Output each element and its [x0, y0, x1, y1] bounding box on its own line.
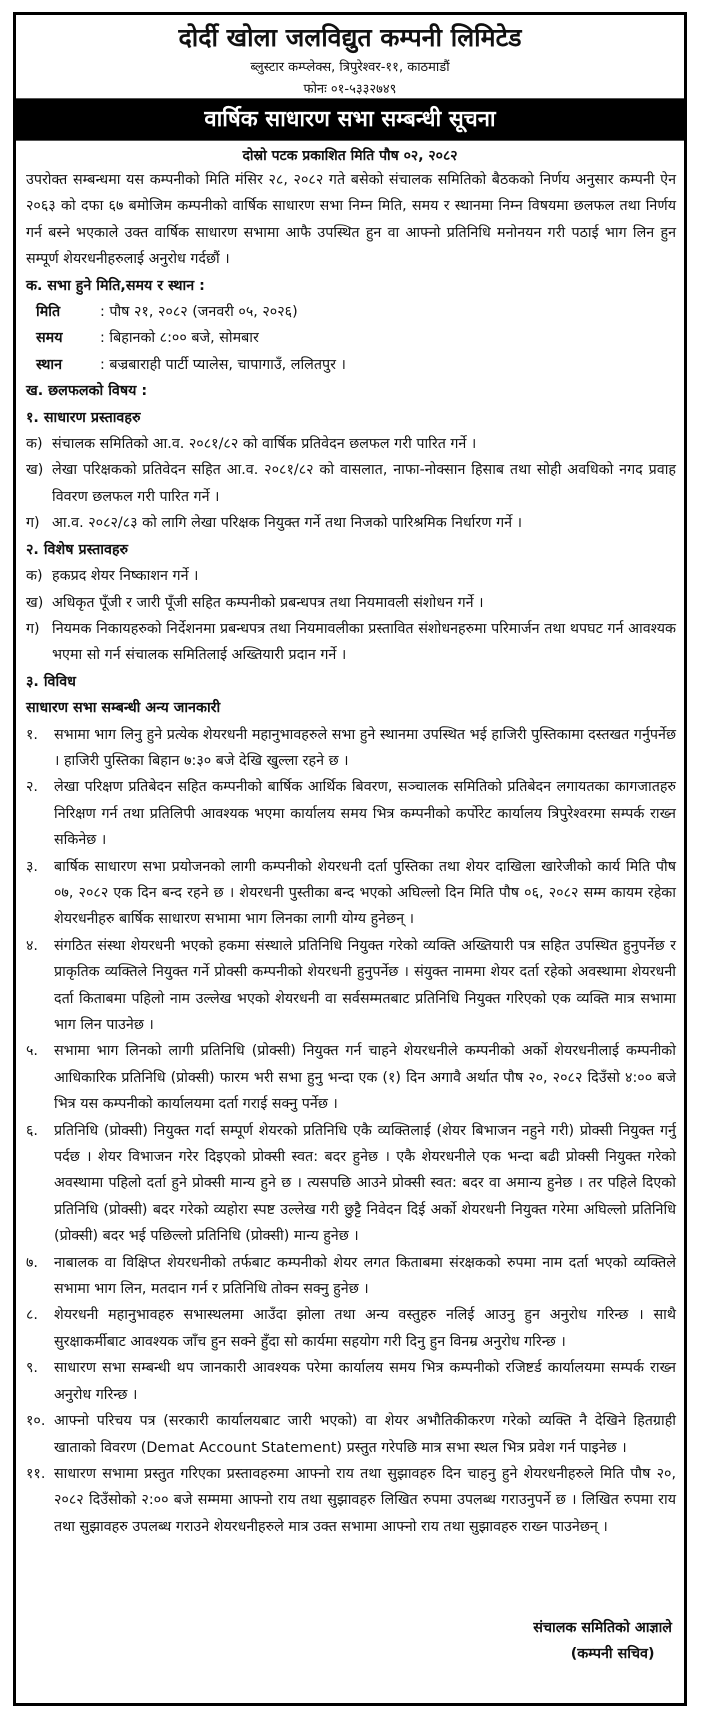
meeting-time-row	[26, 325, 676, 351]
info-list-item	[26, 1461, 676, 1540]
info-list-item	[26, 854, 676, 933]
general-proposals-heading: १. साधारण प्रस्तावहरु	[26, 409, 141, 426]
info-list-item	[26, 933, 676, 1039]
meeting-time-value: : बिहानको ८:०० बजे, सोमबार	[100, 330, 259, 347]
company-address: ब्लुस्टार कम्प्लेक्स, त्रिपुरेश्वर-११, काठमाडौं	[250, 60, 450, 75]
item-text: साधारण सभा सम्बन्धी थप जानकारी आवश्यक परेमा कार्यालय समय भित्र कम्पनीको रजिष्टर्ड कार्यालयमा सम्पर्क राख्न अनुरोध गरिन्छ ।	[54, 1360, 676, 1403]
other-info-heading: साधारण सभा सम्बन्धी अन्य जानकारी	[26, 700, 221, 717]
item-number: ४.	[26, 937, 38, 954]
meeting-venue-value: : बज्रबाराही पार्टी प्यालेस, चापागाउँ, ललितपुर ।	[100, 356, 346, 373]
meeting-date-label: मिति	[36, 304, 61, 321]
item-text: नाबालक वा विक्षिप्त शेयरधनीको तर्फबाट कम्पनीको शेयर लगत किताबमा संरक्षकको रुपमा नाम दर्ता भएको व्यक्तिले सभामा भाग लिन, मतदान गर्न र प्रतिनिधि तोक्न सक्नु हुनेछ ।	[54, 1254, 676, 1298]
item-number: ८.	[26, 1307, 38, 1324]
published-date-line: दोस्रो पटक प्रकाशित मिति पौष ०२, २०८२	[242, 148, 458, 164]
info-list-item	[26, 1250, 676, 1303]
meeting-date-value: : पौष २१, २०८२ (जनवरी ०५, २०२६)	[100, 304, 298, 321]
intro-paragraph: उपरोक्त सम्बन्धमा यस कम्पनीको मिति मंसिर २८, २०८२ गते बसेको संचालक समितिको बैठकको निर्णय अनुसार कम्पनी ऐन २०६३ को दफा ६७ बमोजिम कम्पनीको वार्षिक साधारण सभा निम्न मिति, समय र स्थानमा निम्न विषयमा छलफल तथा निर्णय गर्न बस्ने भएकाले उक्त वार्षिक साधारण सभामा आफै उपस्थित हुन वा आफ्नो प्रतिनिधि मनोनयन गरी पठाई भाग लिन हुन सम्पूर्ण शेयरधनीहरुलाई अनुरोध गर्दछौं ।	[26, 172, 676, 268]
item-text: सभामा भाग लिनको लागी प्रतिनिधि (प्रोक्सी) नियुक्त गर्न चाहने शेयरधनीले कम्पनीको अर्को शेयरधनीलाई कम्पनीको आधिकारिक प्रतिनिधि (प्रोक्सी) फारम भरी सभा हुनु भन्दा एक (१) दिन अगावै अर्थात पौष २०, २०८२ दिउँसो ४:०० बजे भित्र यस कम्पनीको कार्यालयमा दर्ता गराई सक्नु पर्नेछ ।	[54, 1043, 676, 1113]
item-text: साधारण सभामा प्रस्तुत गरिएका प्रस्तावहरुमा आफ्नो राय तथा सुझावहरु दिन चाहनु हुने शेयरधनीहरुले मिति पौष २०, २०८२ दिउँसोको २:०० बजे सम्ममा आफ्नो राय तथा सुझावहरु लिखित रुपमा उपलब्ध गराउनुपर्ने छ । लिखित रुपमा राय तथा सुझावहरु उपलब्ध गराउने शेयरधनीहरुले मात्र उक्त सभामा आफ्नो राय तथा सुझावहरु राख्न पाउनेछन् ।	[54, 1465, 676, 1535]
item-number: ५.	[26, 1043, 38, 1060]
info-list-item	[26, 722, 676, 775]
signature-title: (कम्पनी सचिव)	[570, 1646, 655, 1662]
item-number: १.	[26, 726, 38, 743]
meeting-date-row	[26, 299, 676, 325]
item-marker: ग)	[26, 515, 40, 532]
item-text: शेयरधनी महानुभावहरु सभास्थलमा आउँदा झोला तथा अन्य वस्तुहरु नलिई आउनु हुन अनुरोध गरिन्छ । साथै सुरक्षाकर्मीबाट आवश्यक जाँच हुन सक्ने हुँदा सो कार्यमा सहयोग गरी दिनु हुन विनम्र अनुरोध गरिन्छ ।	[54, 1307, 676, 1350]
item-text: संचालक समितिको आ.व. २०८१/८२ को वार्षिक प्रतिवेदन छलफल गरी पारित गर्ने ।	[52, 436, 477, 453]
company-phone: फोनः ०१-५३३२७४९	[303, 82, 397, 97]
item-text: लेखा परिक्षण प्रतिबेदन सहित कम्पनीको बार्षिक आर्थिक बिवरण, सञ्चालक समितिको प्रतिबेदन लगायतका कागजातहरु निरिक्षण गर्न तथा प्रतिलिपी आवश्यक भएमा कार्यालय समय भित्र कम्पनीको कर्पोरेट कार्यालय त्रिपुरेश्वरमा सम्पर्क राख्न सकिनेछ ।	[54, 779, 676, 849]
item-text: अधिकृत पूँजी र जारी पूँजी सहित कम्पनीको प्रबन्धपत्र तथा नियमावली संशोधन गर्ने ।	[52, 594, 484, 611]
item-text: संगठित संस्था शेयरधनी भएको हकमा संस्थाले प्रतिनिधि नियुक्त गरेको व्यक्ति अख्तियारी पत्र सहित उपस्थित हुनुपर्नेछ र प्राकृतिक व्यक्तिले नियुक्त गर्ने प्रोक्सी कम्पनीको शेयरधनी हुनुपर्नेछ । संयुक्त नाममा शेयर दर्ता रहेको अवस्थामा शेयरधनी दर्ता किताबमा पहिलो नाम उल्लेख भएको शेयरधनी वा सर्वसम्मतबाट प्रतिनिधि नियुक्त गरिएको एक व्यक्ति मात्र सभामा भाग लिन पाउनेछ ।	[54, 937, 676, 1033]
item-text: प्रतिनिधि (प्रोक्सी) नियुक्त गर्दा सम्पूर्ण शेयरको प्रतिनिधि एकै व्यक्तिलाई (शेयर बिभाजन नहुने गरी) प्रोक्सी नियुक्त गर्नु पर्दछ । शेयर विभाजन गरेर दिइएको प्रोक्सी स्वत: बदर हुनेछ । एकै शेयरधनीले एक भन्दा बढी प्रोक्सी नियुक्त गरेको अवस्थामा पहिलो दर्ता हुने प्रोक्सी मान्य हुने छ । त्यसपछि आउने प्रोक्सी स्वत: बदर वा अमान्य हुनेछ । तर पहिले दिएको प्रतिनिधि (प्रोक्सी) बदर गरेको व्यहोरा स्पष्ट उल्लेख गरी छुट्टै निवेदन दिई अर्को शेयरधनी नियुक्त गरेमा अघिल्लो प्रतिनिधि (प्रोक्सी) बदर भई पछिल्लो प्रतिनिधि (प्रोक्सी) मान्य हुनेछ ।	[54, 1122, 676, 1245]
general-proposal-item	[26, 510, 676, 536]
item-marker: क)	[26, 568, 43, 585]
item-number: २.	[26, 779, 38, 796]
info-list-item	[26, 774, 676, 853]
item-marker: ख)	[26, 462, 44, 479]
info-list-item	[26, 1355, 676, 1408]
special-proposal-item	[26, 590, 676, 616]
item-text: लेखा परिक्षकको प्रतिवेदन सहित आ.व. २०८१/८२ को वासलात, नाफा-नोक्सान हिसाब तथा सोही अवधिको नगद प्रवाह विवरण छलफल गरी पारित गर्ने ।	[52, 462, 676, 505]
general-proposal-item	[26, 457, 676, 510]
item-number: ११.	[26, 1465, 46, 1482]
item-text: सभामा भाग लिनु हुने प्रत्येक शेयरधनी महानुभावहरुले सभा हुने स्थानमा उपस्थित भई हाजिरी पुस्तिकामा दस्तखत गर्नुपर्नेछ । हाजिरी पुस्तिका बिहान ७:३० बजे देखि खुल्ला रहने छ ।	[54, 726, 676, 769]
meeting-time-label: समय	[36, 330, 63, 347]
item-text: आ.व. २०८२/८३ को लागि लेखा परिक्षक नियुक्त गर्ने तथा निजको पारिश्रमिक निर्धारण गर्ने ।	[52, 515, 523, 532]
signature-block	[533, 1615, 672, 1667]
item-number: १०.	[26, 1413, 46, 1430]
special-proposals-heading: २. विशेष प्रस्तावहरु	[26, 541, 129, 558]
company-name: दोर्दी खोला जलविद्युत कम्पनी लिमिटेड	[178, 23, 522, 52]
info-list-item	[26, 1408, 676, 1461]
item-marker: ग)	[26, 620, 40, 637]
item-marker: क)	[26, 436, 43, 453]
item-number: ३.	[26, 858, 38, 875]
item-text: हकप्रद शेयर निष्काशन गर्ने ।	[52, 568, 199, 585]
special-proposal-item	[26, 563, 676, 589]
meeting-venue-row	[26, 352, 676, 378]
general-proposal-item	[26, 431, 676, 457]
special-proposal-item	[26, 616, 676, 669]
notice-title-banner: वार्षिक साधारण सभा सम्बन्धी सूचना	[16, 98, 684, 141]
misc-heading: ३. विविध	[26, 673, 76, 690]
item-number: ९.	[26, 1360, 38, 1377]
meeting-venue-label: स्थान	[36, 356, 63, 373]
info-list-item	[26, 1302, 676, 1355]
agenda-heading: ख. छलफलको विषय :	[26, 383, 148, 400]
item-number: ६.	[26, 1122, 38, 1139]
notice-body	[26, 167, 676, 1540]
meeting-heading: क. सभा हुने मिति,समय र स्थान :	[26, 277, 205, 294]
signature-authority: संचालक समितिको आज्ञाले	[533, 1620, 672, 1636]
notice-frame	[13, 12, 687, 1706]
info-list-item	[26, 1118, 676, 1250]
item-marker: ख)	[26, 594, 44, 611]
item-number: ७.	[26, 1254, 38, 1271]
info-list-item	[26, 1038, 676, 1117]
item-text: नियमक निकायहरुको निर्देशनमा प्रबन्धपत्र तथा नियमावलीका प्रस्तावित संशोधनहरुमा परिमार्जन तथा थपघट गर्न आवश्यक भएमा सो गर्न संचालक समितिलाई अख्तियारी प्रदान गर्ने ।	[52, 620, 676, 664]
item-text: आफ्नो परिचय पत्र (सरकारी कार्यालयबाट जारी भएको) वा शेयर अभौतिकीकरण गरेको व्यक्ति नै देखिने हितग्राही खाताको विवरण (Demat Account Statement) प्रस्तुत गरेपछि मात्र सभा स्थल भित्र प्रवेश गर्न पाइनेछ ।	[54, 1413, 676, 1456]
item-text: बार्षिक साधारण सभा प्रयोजनको लागी कम्पनीको शेयरधनी दर्ता पुस्तिका तथा शेयर दाखिला खारेजीको कार्य मिति पौष ०७, २०८२ एक दिन बन्द रहने छ । शेयरधनी पुस्तीका बन्द भएको अघिल्लो दिन मिति पौष ०६, २०८२ सम्म कायम रहेका शेयरधनीहरु बार्षिक साधारण सभामा भाग लिनका लागी योग्य हुनेछन् ।	[54, 858, 676, 928]
